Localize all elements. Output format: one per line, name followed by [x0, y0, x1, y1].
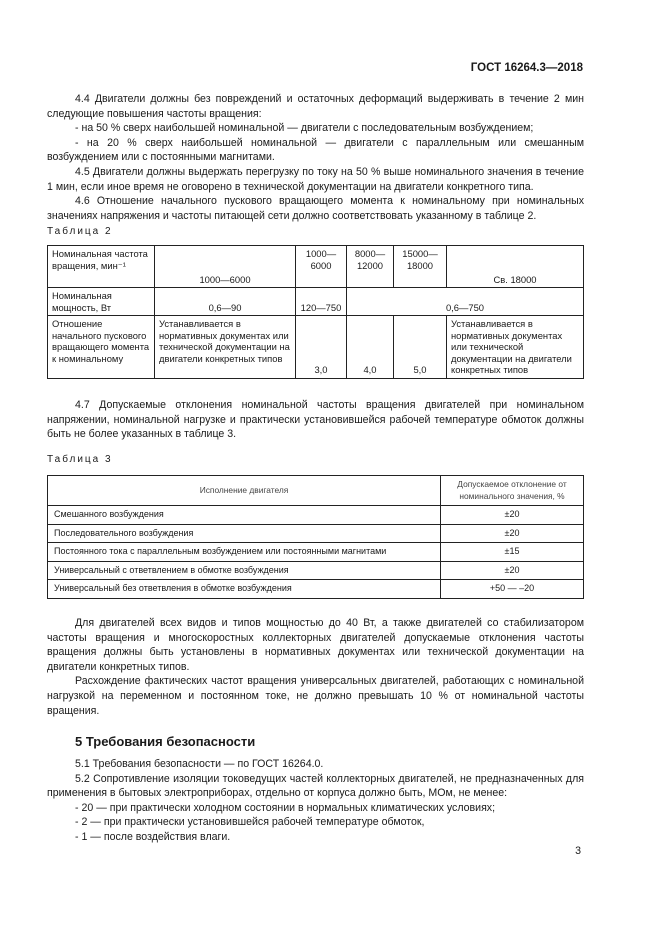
clause-5-2-item-c: - 1 — после воздействия влаги.	[75, 830, 231, 843]
clause-4-7-notes	[47, 616, 584, 718]
clause-4-4: 4.4 Двигатели должны без повреждений и остаточных деформаций выдерживать в течение 2 мин следующие повышения частоты вращения:	[47, 93, 584, 120]
table-3	[47, 475, 584, 599]
table-row	[48, 288, 584, 316]
clause-5-1: 5.1 Требования безопасности — по ГОСТ 16264.0.	[75, 758, 324, 770]
table-cell: 4,0	[347, 316, 394, 379]
table-cell: Устанавливается в нормативных документах или технической документации на двигатели конкретных типов	[447, 316, 584, 379]
table-2-caption: Таблица 2	[47, 226, 113, 237]
table-cell: Последовательного возбуждения	[48, 524, 441, 543]
paragraph: Расхождение фактических частот вращения универсальных двигателей, работающих с номинальной нагрузкой на переменном и постоянном токе, не должно превышать 10 % от номинальной частоты вращения.	[47, 675, 584, 717]
clause-4-7-block	[47, 398, 584, 442]
table-row	[48, 316, 584, 379]
table-row	[48, 543, 584, 562]
clause-4-5: 4.5 Двигатели должны выдержать перегрузку по току на 50 % выше номинального значения в течение 1 мин, если иное время не оговорено в технической документации на двигатели конкретного типа.	[47, 165, 584, 193]
table-cell: 120—750	[296, 288, 347, 316]
page-number: 3	[575, 845, 581, 857]
table-cell: 3,0	[296, 316, 347, 379]
clause-5-2: 5.2 Сопротивление изоляции токоведущих частей коллекторных двигателей, не предназначенных для применения в бытовых электроприборах, отдельно от корпуса должно быть, МОм, не менее:	[47, 772, 584, 800]
section-5-body	[47, 757, 584, 845]
table-cell: 8000—12000	[347, 246, 394, 288]
paragraph: Для двигателей всех видов и типов мощностью до 40 Вт, а также двигателей со стабилизатором частоты вращения и многоскоростных коллекторных двигателей допускаемые отклонения частоты вращения должны быть установлены в нормативных документах или технической документации на двигатели конкретных типов.	[47, 617, 584, 673]
table-cell: 5,0	[394, 316, 447, 379]
clause-4-4-item-a: - на 50 % сверх наибольшей номинальной — двигатели с последовательным возбуждением;	[75, 122, 534, 135]
table-header-cell: Допускаемое отклонение от номинального значения, %	[441, 476, 584, 506]
clause-4-4-item-b: - на 20 % сверх наибольшей номинальной — двигатели с параллельным или смешанным возбуждением или с постоянными магнитами.	[47, 136, 584, 164]
table-cell: 0,6—750	[347, 288, 584, 316]
table-cell: Постоянного тока с параллельным возбуждением или постоянными магнитами	[48, 543, 441, 562]
table-cell: Св. 18000	[447, 246, 584, 288]
table-row	[48, 561, 584, 580]
table-cell: ±20	[441, 524, 584, 543]
table-2	[47, 245, 584, 379]
table-row	[48, 580, 584, 599]
table-cell: ±20	[441, 561, 584, 580]
table-cell: Устанавливается в нормативных документах или технической документации на двигатели конкретных типов	[155, 316, 296, 379]
clause-4-6: 4.6 Отношение начального пускового вращающего момента к номинальному при номинальных значениях напряжения и частоты питающей сети должно соответствовать указанному в таблице 2.	[47, 195, 584, 222]
table-cell: Смешанного возбуждения	[48, 506, 441, 525]
table-row	[48, 506, 584, 525]
table-cell: 1000—6000	[296, 246, 347, 288]
table-cell: ±15	[441, 543, 584, 562]
table-cell: Номинальная частота вращения, мин⁻¹	[48, 246, 155, 288]
table-row	[48, 524, 584, 543]
section-5-heading: 5 Требования безопасности	[75, 734, 256, 749]
table-row	[48, 246, 584, 288]
table-cell: 1000—6000	[155, 246, 296, 288]
clause-5-2-item-b: - 2 — при практически установившейся рабочей температуре обмоток,	[75, 816, 425, 829]
table-row	[48, 476, 584, 506]
standard-header: ГОСТ 16264.3—2018	[470, 62, 583, 74]
table-cell: Отношение начального пускового вращающего момента к номинальному	[48, 316, 155, 379]
clause-4-7: 4.7 Допускаемые отклонения номинальной частоты вращения двигателей при номинальном напряжении, номинальной нагрузке и практически установившейся рабочей температуре обмоток должны быть не более указанных в таблице 3.	[47, 399, 584, 441]
table-header-cell: Исполнение двигателя	[48, 476, 441, 506]
table-3-caption: Таблица 3	[47, 454, 113, 465]
table-cell: 15000—18000	[394, 246, 447, 288]
clause-5-2-item-a: - 20 — при практически холодном состоянии в нормальных климатических условиях;	[75, 801, 496, 814]
table-cell: 0,6—90	[155, 288, 296, 316]
clause-4-4-to-4-6	[47, 92, 584, 223]
table-cell: Универсальный без ответвления в обмотке возбуждения	[48, 580, 441, 599]
table-cell: Универсальный с ответвлением в обмотке возбуждения	[48, 561, 441, 580]
table-cell: Номинальная мощность, Вт	[48, 288, 155, 316]
table-cell: ±20	[441, 506, 584, 525]
table-cell: +50 — –20	[441, 580, 584, 599]
